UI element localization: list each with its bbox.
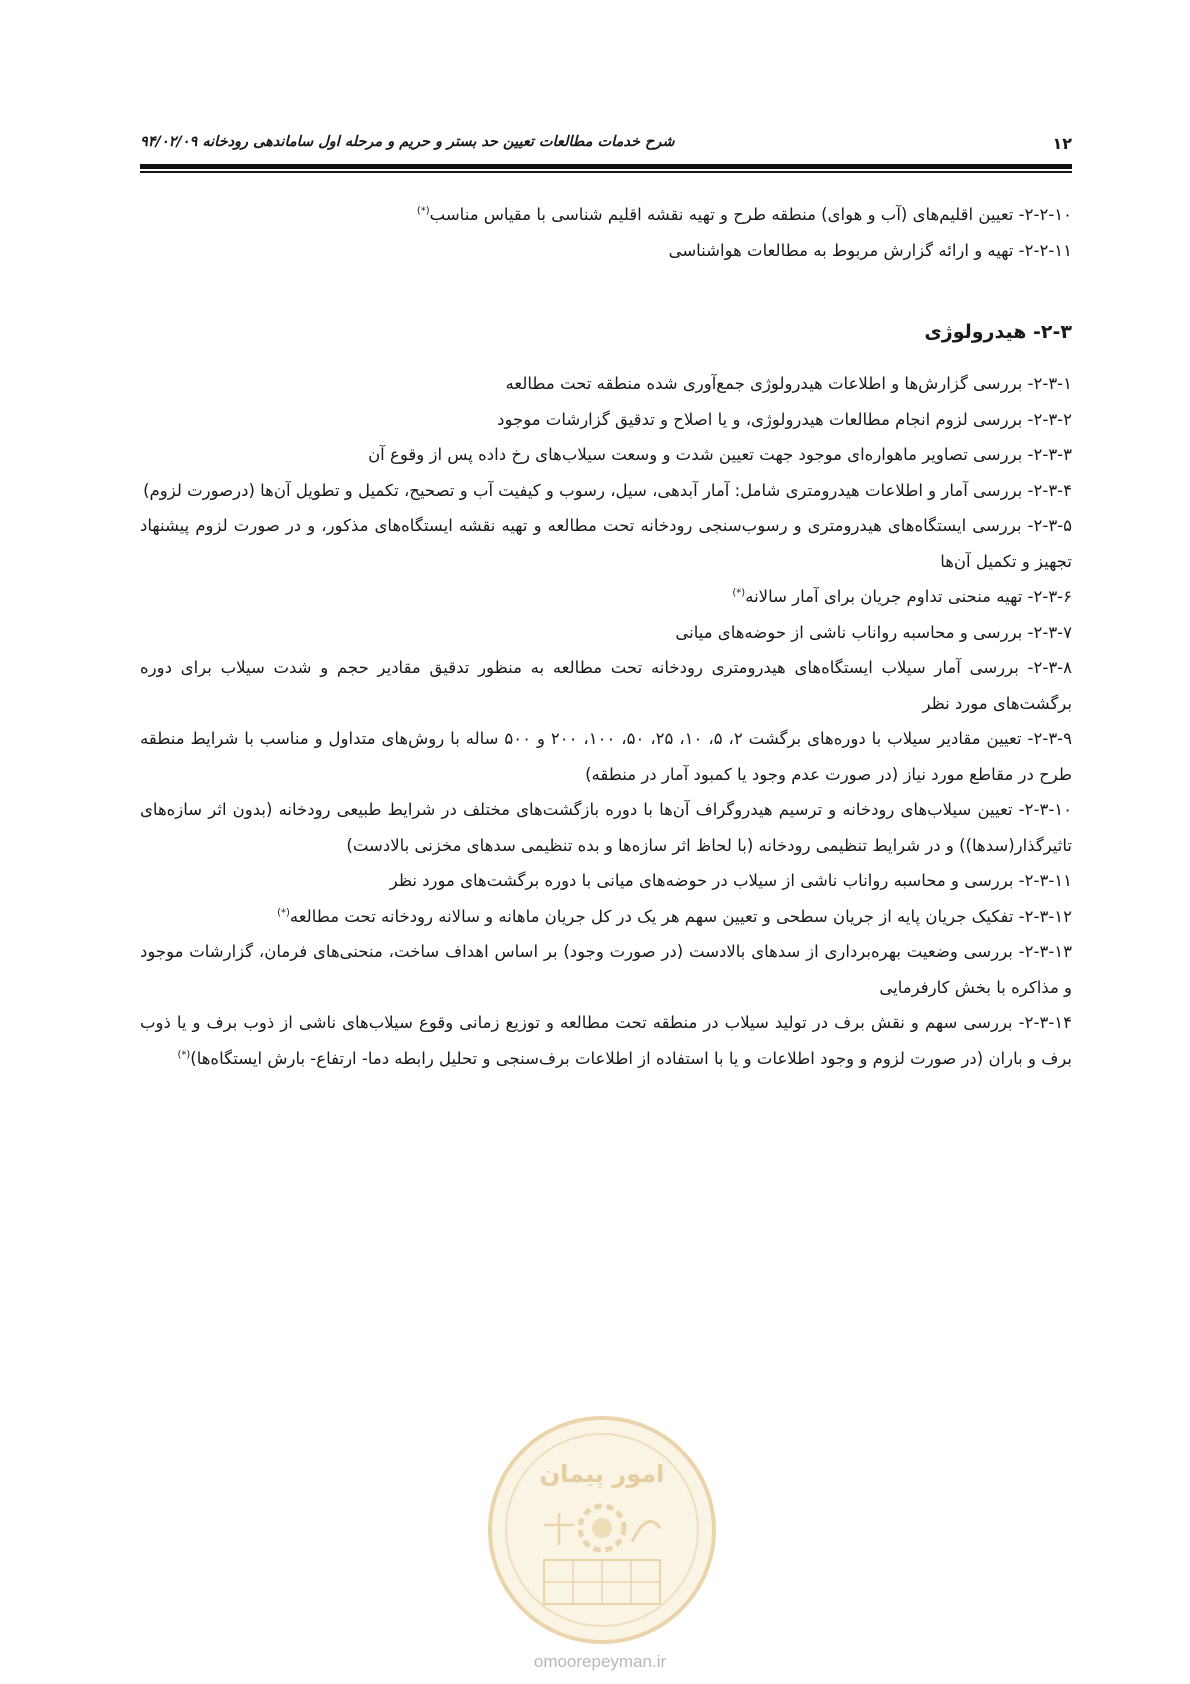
- page-number: ۱۲: [1052, 134, 1072, 153]
- list-item: ۲-۳-۹- تعیین مقادیر سیلاب با دوره‌های برگشت ۲، ۵، ۱۰، ۲۵، ۵۰، ۱۰۰، ۲۰۰ و ۵۰۰ ساله با روش‌های متداول و مناسب با شرایط منطقه طرح در مقاطع مورد نیاز (در صورت عدم وجود یا کمبود آمار در منطقه): [140, 729, 1072, 784]
- header-title: شرح خدمات مطالعات تعیین حد بستر و حریم و مرحله اول ساماندهی رودخانه ۹۴/۰۲/۰۹: [140, 134, 675, 150]
- list-item: ۲-۳-۱۲- تفکیک جریان پایه از جریان سطحی و تعیین سهم هر یک در کل جریان ماهانه و سالانه رودخانه تحت مطالعه(*): [277, 906, 1072, 926]
- footnote-mark: (*): [416, 205, 430, 217]
- section-heading: ۲-۳- هیدرولوژی: [924, 321, 1072, 343]
- footnote-mark: (*): [732, 587, 746, 599]
- footnote-mark: (*): [277, 907, 290, 918]
- list-item: ۲-۳-۱- بررسی گزارش‌ها و اطلاعات هیدرولوژی جمع‌آوری شده منطقه تحت مطالعه: [505, 374, 1072, 393]
- document-body: [140, 197, 1072, 1076]
- list-item: ۲-۳-۶- تهیه منحنی تداوم جریان برای آمار سالانه(*): [732, 587, 1072, 606]
- list-item: ۲-۳-۱۰- تعیین سیلاب‌های رودخانه و ترسیم هیدروگراف آن‌ها با دوره بازگشت‌های مختلف در شرایط طبیعی رودخانه (بدون اثر سازه‌های تاثیرگذار(سدها)) و در شرایط تنظیمی رودخانه (با لحاظ اثر سازه‌ها و بده تنظیمی سدهای مخزنی بالادست): [140, 800, 1072, 855]
- list-item: ۲-۲-۱۱- تهیه و ارائه گزارش مربوط به مطالعات هواشناسی: [668, 240, 1072, 260]
- list-item: ۲-۳-۱۴- بررسی سهم و نقش برف در تولید سیلاب در منطقه تحت مطالعه و توزیع زمانی وقوع سیلاب‌های ناشی از ذوب برف و یا ذوب برف و باران (در صورت لزوم و وجود اطلاعات و یا با استفاده از اطلاعات برف‌سنجی و تحلیل رابطه دما- ارتفاع- بارش ایستگاه‌ها)(*): [140, 1013, 1072, 1068]
- list-item: ۲-۳-۷- بررسی و محاسبه رواناب ناشی از حوضه‌های میانی: [675, 622, 1072, 642]
- page-header: [140, 128, 1072, 162]
- footnote-mark: (*): [177, 1049, 191, 1060]
- list-item: ۲-۳-۲- بررسی لزوم انجام مطالعات هیدرولوژی، و یا اصلاح و تدقیق گزارشات موجود: [497, 409, 1072, 429]
- list-item: ۲-۳-۴- بررسی آمار و اطلاعات هیدرومتری شامل: آمار آبدهی، سیل، رسوب و کیفیت آب و تصحیح، تکمیل و تطویل آن‌ها (درصورت لزوم): [143, 480, 1072, 500]
- svg-text:امور پیمان: امور پیمان: [539, 1460, 665, 1488]
- header-rule-thin: [140, 171, 1072, 173]
- watermark-url: omoorepeyman.ir: [533, 1652, 667, 1671]
- header-rule-thick: [140, 164, 1072, 169]
- list-item: ۲-۳-۸- بررسی آمار سیلاب ایستگاه‌های هیدرومتری رودخانه تحت مطالعه به منظور تدقیق مقادیر حجم و شدت سیلاب برای دوره برگشت‌های مورد نظر: [140, 658, 1072, 713]
- watermark-logo: [482, 1410, 722, 1650]
- list-item: ۲-۳-۱۳- بررسی وضعیت بهره‌برداری از سدهای بالادست (در صورت وجود) بر اساس اهداف ساخت، منحنی‌های فرمان، گزارشات موجود و مذاکره با بخش کارفرمایی: [140, 942, 1072, 997]
- list-item: ۲-۲-۱۰- تعیین اقلیم‌های (آب و هوای) منطقه طرح و تهیه نقشه اقلیم شناسی با مقیاس مناسب(*): [416, 205, 1072, 224]
- list-item: ۲-۳-۱۱- بررسی و محاسبه رواناب ناشی از سیلاب در حوضه‌های میانی با دوره برگشت‌های مورد نظر: [389, 871, 1072, 890]
- list-item: ۲-۳-۳- بررسی تصاویر ماهواره‌ای موجود جهت تعیین شدت و وسعت سیلاب‌های رخ داده پس از وقوع آن: [368, 445, 1072, 464]
- list-item: ۲-۳-۵- بررسی ایستگاه‌های هیدرومتری و رسوب‌سنجی رودخانه تحت مطالعه و تهیه نقشه ایستگاه‌های مذکور، و در صورت لزوم پیشنهاد تجهیز و تکمیل آن‌ها: [140, 516, 1072, 571]
